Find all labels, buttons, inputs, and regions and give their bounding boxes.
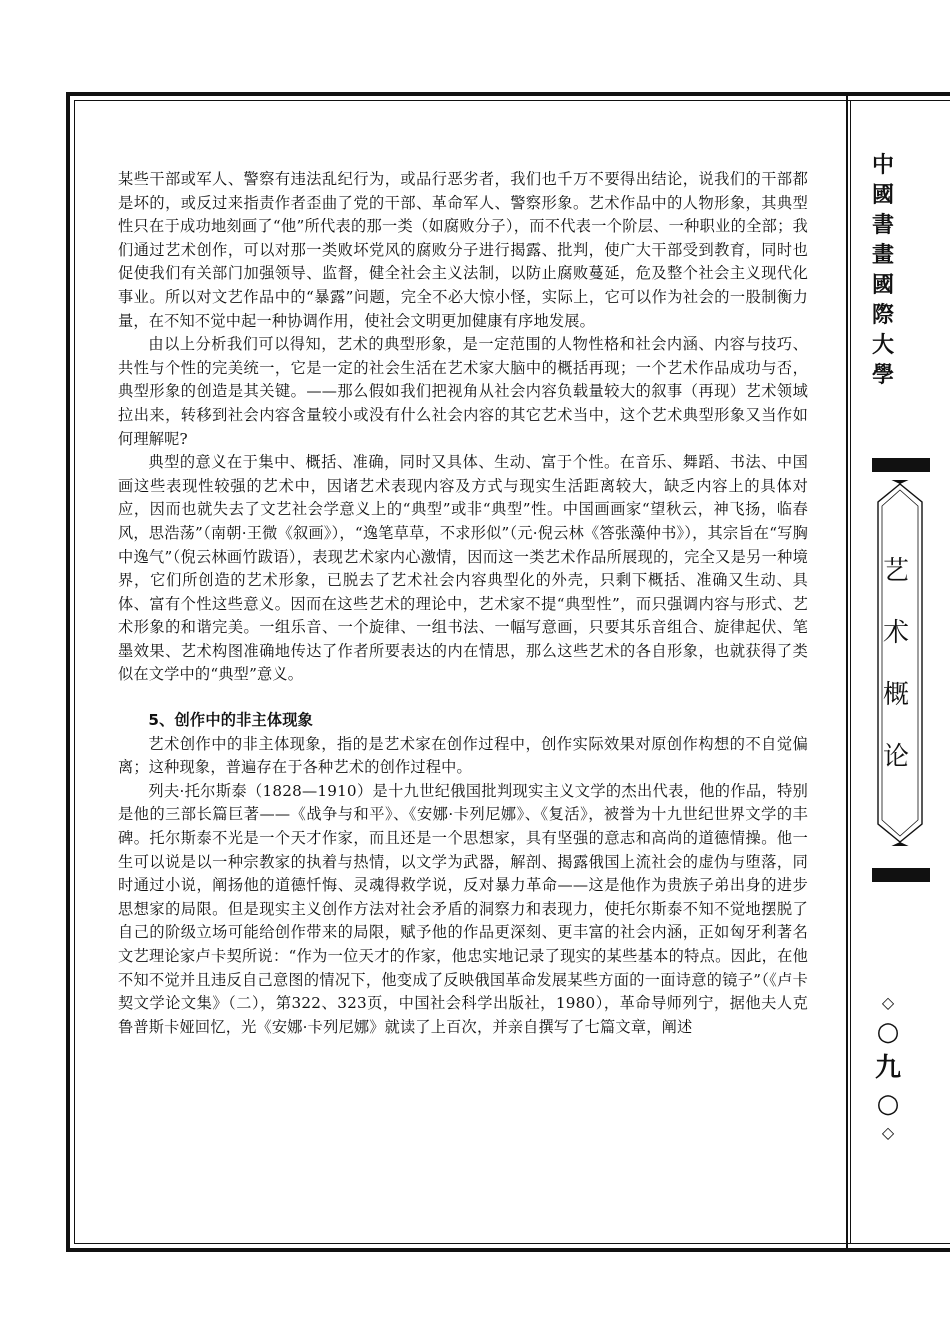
paragraph: 由以上分析我们可以得知，艺术的典型形象，是一定范围的人物性格和社会内涵、内容与技巧、共性与个性的完美统一，它是一定的社会生活在艺术家大脑中的概括再现；一个艺术作品成功与否，典型形象的创造是其关键。——那么假如我们把视角从社会内容负载量较大的叙事（再现）艺术领域拉出来，转移到社会内容含量较小或没有什么社会内容的其它艺术当中，这个艺术典型形象又当作如何理解呢? (118, 335, 808, 448)
page-number-char: ○ (876, 1017, 900, 1047)
university-char: 國 (871, 182, 894, 208)
university-char: 大 (871, 332, 894, 358)
university-char: 畫 (871, 242, 894, 268)
sidebar-divider-thin (850, 100, 851, 1244)
page-number (866, 992, 910, 1144)
book-title-char: 论 (882, 742, 909, 772)
diamond-ornament: ◇ (881, 993, 895, 1012)
paragraph: 某些干部或军人、警察有违法乱纪行为，或品行恶劣者，我们也千万不要得出结论，说我们的干部都是坏的，或反过来指责作者歪曲了党的干部、革命军人、警察形象。艺术作品中的人物形象，其典型性只在于成功地刻画了“他”所代表的那一类（如腐败分子），而不代表一个阶层、一种职业的全部；我们通过艺术创作，可以对那一类败坏党风的腐败分子进行揭露、批判，使广大干部受到教育，同时也促使我们有关部门加强领导、监督，健全社会主义法制，以防止腐败蔓延，危及整个社会主义现代化事业。所以对文艺作品中的“暴露”问题，完全不必大惊小怪，实际上，它可以作为社会的一股制衡力量，在不知不觉中起一种协调作用，使社会文明更加健康有序地发展。 (118, 170, 808, 330)
section-heading: 5、创作中的非主体现象 (148, 711, 314, 730)
paragraph: 列夫·托尔斯泰（1828—1910）是十九世纪俄国批判现实主义文学的杰出代表，他的作品，特别是他的三部长篇巨著——《战争与和平》、《安娜·卡列尼娜》、《复活》，被誉为十九世纪世界文学的丰碑。托尔斯泰不光是一个天才作家，而且还是一个思想家，具有坚强的意志和高尚的道德情操。他一生可以说是以一种宗教家的执着与热情，以文学为武器，解剖、揭露俄国上流社会的虚伪与堕落，同时通过小说，阐扬他的道德忏悔、灵魂得救学说，反对暴力革命——这是他作为贵族子弟出身的进步思想家的局限。但是现实主义创作方法对社会矛盾的洞察力和表现力，使托尔斯泰不知不觉地摆脱了自己的阶级立场可能给创作带来的局限，赋予他的作品更深刻、更丰富的社会内涵，正如匈牙利著名文艺理论家卢卡契所说：“作为一位天才的作家，他忠实地记录了现实的某些基本的特点。因此，在他不知不觉并且违反自己意图的情况下，他变成了反映俄国革命发展某些方面的一面诗意的镜子”（《卢卡契文学论文集》（二），第322、323页，中国社会科学出版社，1980），革命导师列宁，据他夫人克鲁普斯卡娅回忆，光《安娜·卡列尼娜》就读了上百次，并亲自撰写了七篇文章，阐述 (118, 781, 808, 1036)
book-title-char: 概 (882, 680, 909, 710)
book-title (876, 540, 916, 788)
diamond-ornament: ◇ (881, 1123, 895, 1142)
book-title-char: 术 (882, 618, 909, 648)
university-name (870, 150, 896, 390)
university-char: 書 (871, 212, 894, 238)
book-title-char: 艺 (882, 556, 909, 586)
paragraph: 典型的意义在于集中、概括、准确，同时又具体、生动、富于个性。在音乐、舞蹈、书法、中国画这些表现性较强的艺术中，因诸艺术表现内容及方式与现实生活距离较大，缺乏内容上的具体对应，因而也就失去了文艺社会学意义上的“典型”或非“典型”性。中国画画家“望秋云，神飞扬，临春风，思浩荡”（南朝·王微《叙画》），“逸笔草草，不求形似”（元·倪云林《答张藻仲书》），其宗旨在“写胸中逸气”（倪云林画竹跋语），表现艺术家内心激情，因而这一类艺术作品所展现的，完全又是另一种境界，它们所创造的艺术形象，已脱去了艺术社会内容典型化的外壳，只剩下概括、准确又生动、具体、富有个性这些意义。因而在这些艺术的理论中，艺术家不提“典型性”，而只强调内容与形式、艺术形象的和谐完美。一组乐音、一个旋律、一组书法、一幅写意画，只要其乐音组合、旋律起伏、笔墨效果、艺术构图准确地传达了作者所要表达的内在情思，那么这些艺术的各自形象，也就获得了类似在文学中的“典型”意义。 (118, 453, 808, 684)
ornament-bar-bottom (872, 868, 930, 882)
main-text (118, 168, 808, 1039)
university-char: 學 (871, 362, 894, 388)
university-char: 際 (871, 302, 894, 328)
university-char: 國 (871, 272, 894, 298)
sidebar-divider (846, 96, 848, 1248)
page-number-char: 九 (874, 1053, 901, 1083)
ornament-bar-top (872, 458, 930, 472)
university-char: 中 (871, 152, 894, 178)
paragraph: 艺术创作中的非主体现象，指的是艺术家在创作过程中，创作实际效果对原创作构想的不自觉偏离；这种现象，普遍存在于各种艺术的创作过程中。 (118, 734, 808, 777)
page-number-char: ○ (876, 1089, 900, 1119)
